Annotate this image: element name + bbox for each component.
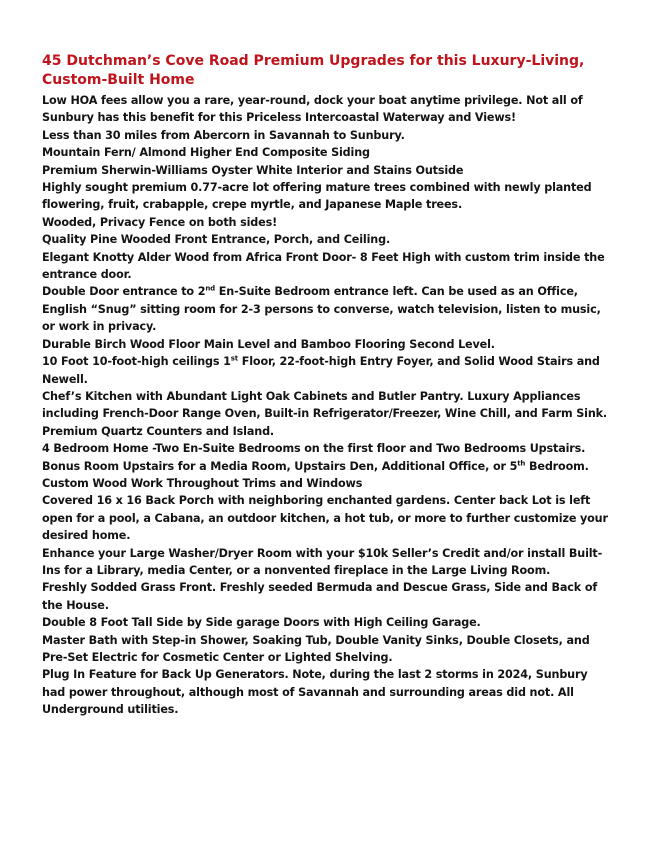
list-item: Low HOA fees allow you a rare, year-round, dock your boat anytime privilege. Not all of Sunbury has this benefit for this Priceless Intercoastal Waterway and Views! [42,94,583,125]
list-item: Plug In Feature for Back Up Generators. Note, during the last 2 storms in 2024, Sunbury had power throughout, although most of Savannah and surrounding areas did not. All Underground utilities. [42,668,588,717]
list-item: Covered 16 x 16 Back Porch with neighboring enchanted gardens. Center back Lot is left open for a pool, a Cabana, an outdoor kitchen, a hot tub, or more to further customize your desired home. [42,494,608,543]
list-item: Premium Quartz Counters and Island. [42,424,275,438]
item-text: Double Door entrance to 2 [42,285,206,299]
list-item: 4 Bedroom Home -Two En-Suite Bedrooms on the first floor and Two Bedrooms Upstairs. [42,442,586,456]
list-item [42,458,612,475]
list-item: Double 8 Foot Tall Side by Side garage Doors with High Ceiling Garage. [42,616,481,630]
list-item: Custom Wood Work Throughout Trims and Windows [42,476,363,490]
list-item [42,283,612,335]
ordinal-suffix: th [517,458,526,467]
ordinal-suffix: nd [205,284,216,293]
list-item: Elegant Knotty Alder Wood from Africa Front Door- 8 Feet High with custom trim inside the entrance door. [42,250,605,282]
list-item: Mountain Fern/ Almond Higher End Composite Siding [42,146,370,160]
document-title: 45 Dutchman’s Cove Road Premium Upgrades for this Luxury-Living, Custom-Built Home [42,53,585,88]
list-item: Highly sought premium 0.77-acre lot offering mature trees combined with newly planted flowering, fruit, crabapple, crepe myrtle, and Japanese Maple trees. [42,181,592,212]
list-item: Quality Pine Wooded Front Entrance, Porch, and Ceiling. [42,233,391,247]
item-text: En-Suite Bedroom entrance left. Can be used as an Office, English “Snug” sitting room for 2-3 persons to converse, watch television, listen to music, or work in privacy. [42,285,601,334]
item-text: Bonus Room Upstairs for a Media Room, Upstairs Den, Additional Office, or 5 [42,459,518,473]
list-item: Freshly Sodded Grass Front. Freshly seeded Bermuda and Descue Grass, Side and Back of the House. [42,581,598,612]
ordinal-suffix: st [230,354,238,363]
item-text: 10 Foot 10-foot-high ceilings 1 [42,355,231,369]
list-item: Chef’s Kitchen with Abundant Light Oak Cabinets and Butler Pantry. Luxury Appliances including French-Door Range Oven, Built-in Refrigerator/Freezer, Wine Chill, and Farm Sink. [42,389,608,421]
list-item [42,353,612,388]
list-item: Wooded, Privacy Fence on both sides! [42,215,278,229]
item-text: Bedroom. [525,459,589,473]
list-item: Enhance your Large Washer/Dryer Room with your $10k Seller’s Credit and/or install Built-Ins for a Library, media Center, or a nonvented fireplace in the Large Living Room. [42,546,603,577]
item-text: Floor, 22-foot-high Entry Foyer, and Solid Wood Stairs and Newell. [42,355,600,386]
document-page [42,52,612,719]
list-item: Master Bath with Step-in Shower, Soaking Tub, Double Vanity Sinks, Double Closets, and Pre-Set Electric for Cosmetic Center or Lighted Shelving. [42,633,590,664]
list-item: Less than 30 miles from Abercorn in Savannah to Sunbury. [42,128,405,142]
list-item: Durable Birch Wood Floor Main Level and Bamboo Flooring Second Level. [42,337,495,351]
list-item: Premium Sherwin-Williams Oyster White Interior and Stains Outside [42,163,464,177]
